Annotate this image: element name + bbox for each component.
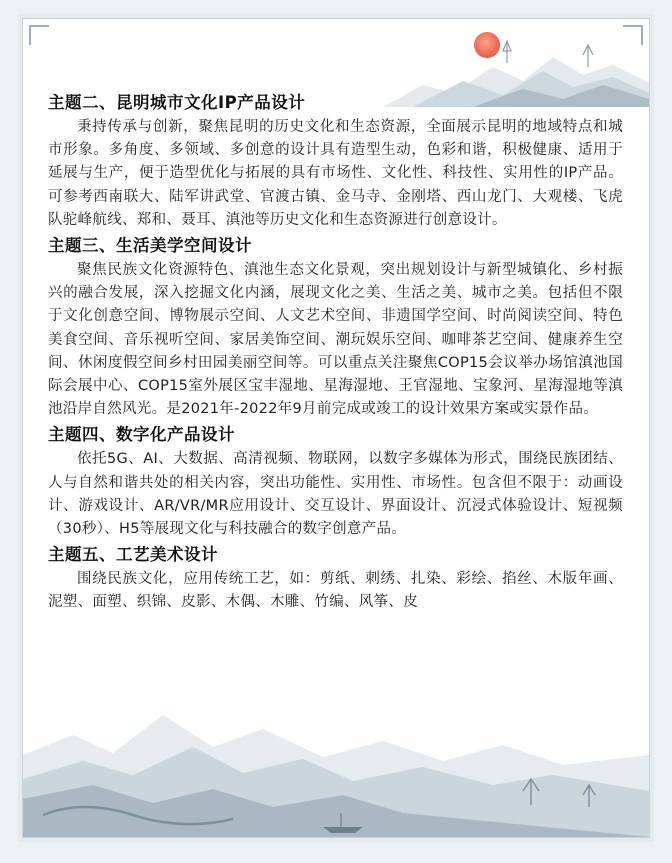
section-paragraph: 聚焦民族文化资源特色、滇池生态文化景观，突出规划设计与新型城镇化、乡村振兴的融合发展，深入挖掘文化内涵，展现文化之美、生活之美、城市之美。包括但不限于文化创意空间、博物展示空间、人文艺术空间、非遗国学空间、时尚阅读空间、特色美食空间、音乐视听空间、家居美饰空间、潮玩娱乐空间、咖啡茶艺空间、健康养生空间、休闲度假空间乡村田园美丽空间等。可以重点关注聚焦COP15会议举办场馆滇池国际会展中心、COP15室外展区宝丰湿地、星海湿地、王官湿地、宝象河、星海湿地等滇池沿岸自然风光。是2021年-2022年9月前完成或竣工的设计效果方案或实景作品。 bbox=[48, 262, 623, 418]
section-paragraph: 秉持传承与创新，聚焦昆明的历史文化和生态资源，全面展示昆明的地域特点和城市形象。多角度、多领域、多创意的设计具有造型生动，色彩和谐，积极健康、适用于延展与生产，便于造型优化与拓展的具有市场性、文化性、科技性、实用性的IP产品。可参考西南联大、陆军讲武堂、官渡古镇、金马寺、金刚塔、西山龙门、大观楼、飞虎队驼峰航线、郑和、聂耳、滇池等历史文化和生态资源进行创意设计。 bbox=[48, 119, 623, 228]
section-heading: 主题五、工艺美术设计 bbox=[48, 545, 218, 565]
section-paragraph: 围绕民族文化，应用传统工艺，如：剪纸、刺绣、扎染、彩绘、掐丝、木版年画、泥塑、面塑、织锦、皮影、木偶、木雕、竹编、风筝、皮 bbox=[48, 571, 623, 611]
main-content bbox=[48, 90, 623, 615]
frame-corner-ornament bbox=[29, 25, 49, 45]
bottom-mountain-illustration bbox=[23, 695, 649, 837]
sun-icon bbox=[474, 32, 500, 58]
section-paragraph: 依托5G、AI、大数据、高清视频、物联网，以数字多媒体为形式，围绕民族团结、人与自然和谐共处的相关内容，突出功能性、实用性、市场性。包含但不限于：动画设计、游戏设计、AR/VR/MR应用设计、交互设计、界面设计、沉浸式体验设计、短视频（30秒）、H5等展现文化与科技融合的数字创意产品。 bbox=[48, 451, 623, 538]
section-heading: 主题二、昆明城市文化IP产品设计 bbox=[48, 93, 306, 112]
section-heading: 主题四、数字化产品设计 bbox=[48, 425, 235, 445]
section-heading: 主题三、生活美学空间设计 bbox=[48, 236, 252, 256]
